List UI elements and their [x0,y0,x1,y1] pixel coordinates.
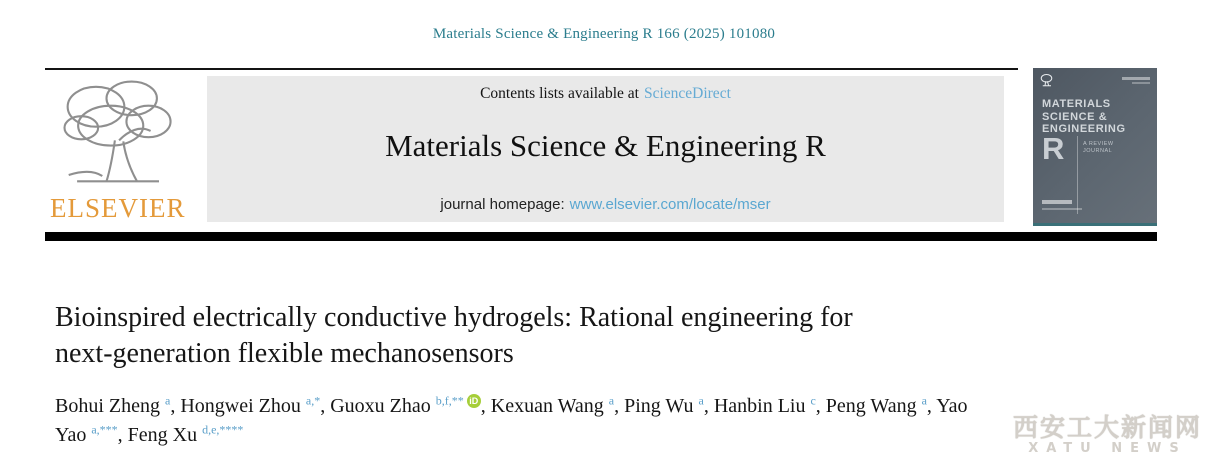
cover-subtitle: A REVIEW JOURNAL [1083,141,1114,154]
cover-issn-text-bar [1132,82,1150,84]
journal-cover-thumbnail [1033,68,1157,226]
author-list: Bohui Zheng $^a$, Hongwei Zhou $^{a,*}$, Guoxu Zhao $^{b,f,**}$ iD , Kexuan Wang $^a$, Ping Wu $^a$, Hanbin Liu $^c$, Peng Wang $^a$, Yao Yao $^{a,***}$, Feng Xu $^{d,e,****}$ [55,393,968,446]
author-name: Guoxu Zhao [330,395,436,417]
header-top-rule [45,68,1018,70]
author-affiliation-superscript: d,e,**** [202,422,244,437]
author-affiliation-superscript: b,f,** [435,393,464,408]
journal-header-box [207,76,1004,222]
header-bottom-rule [45,232,1157,241]
author-name: Ping Wu [624,395,699,417]
author-name: Yao Yao [55,395,968,446]
author-name: Feng Xu [127,424,203,446]
author-name: Hongwei Zhou [180,395,306,417]
cover-tree-icon [1039,73,1054,88]
author-name: Hanbin Liu [713,395,811,417]
author-affiliation-superscript: c [810,393,816,408]
author-name: Kexuan Wang [490,395,609,417]
watermark-english: XATU NEWS [1028,441,1187,456]
elsevier-logo [50,74,184,224]
cover-issn-text-bar [1122,77,1150,80]
author-affiliation-superscript: a,*** [91,422,118,437]
cover-divider-line [1077,136,1078,214]
cover-journal-title: MATERIALS SCIENCE & ENGINEERING [1042,98,1126,135]
author-affiliation-superscript: a [608,393,615,408]
article-title-line2: next-generation flexible mechanosensors [55,338,514,369]
watermark-chinese: 西安工大新闻网 [1012,413,1202,442]
cover-bottom-strip [1033,223,1157,226]
article-title-line1: Bioinspired electrically conductive hydrogels: Rational engineering for [55,302,853,333]
cover-editor-text-bar [1042,200,1072,204]
cover-big-letter: R [1042,131,1065,166]
author-affiliation-superscript: a,* [305,393,321,408]
author-affiliation-superscript: a [165,393,171,408]
homepage-url-link[interactable]: www.elsevier.com/locate/mser [569,196,771,213]
elsevier-wordmark: ELSEVIER [50,193,186,223]
article-title [55,300,1015,372]
cover-editor-text-bar [1042,208,1082,210]
homepage-line [207,196,1004,213]
author-affiliation-superscript: a [921,393,927,408]
watermark [1013,415,1202,457]
homepage-label: journal homepage: [440,196,565,213]
sciencedirect-link[interactable]: ScienceDirect [643,85,731,102]
journal-citation: Materials Science & Engineering R 166 (2025) 101080 [432,26,776,42]
orcid-icon[interactable]: iD [467,394,481,408]
author-name: Peng Wang [825,395,922,417]
contents-line [207,85,1004,103]
author-affiliation-superscript: a [698,393,704,408]
journal-title: Materials Science & Engineering R [385,128,826,163]
elsevier-tree-icon [54,74,180,192]
author-name: Bohui Zheng [55,395,165,417]
contents-prefix: Contents lists available at [480,85,639,102]
